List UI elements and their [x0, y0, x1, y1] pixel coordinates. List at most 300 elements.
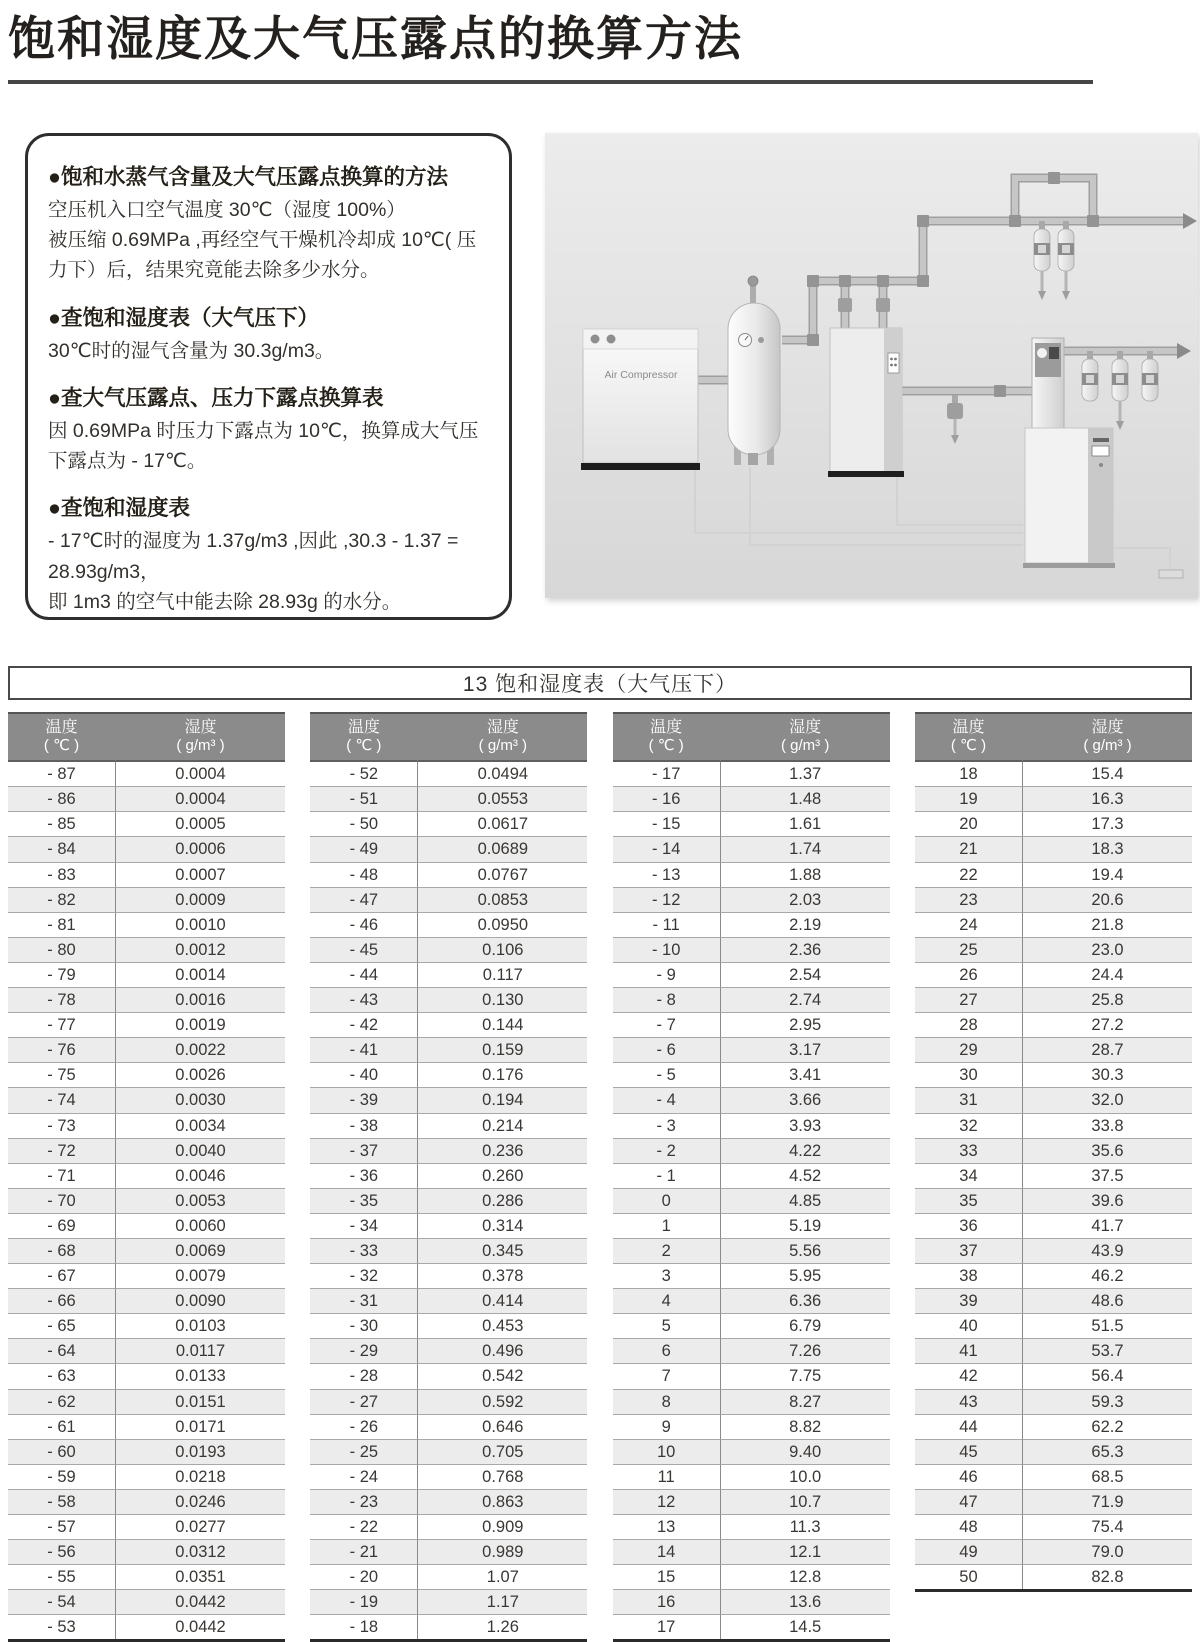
temperature-cell: - 3 — [613, 1113, 721, 1138]
humidity-cell: 6.36 — [721, 1288, 890, 1313]
table-row — [613, 1062, 890, 1087]
humidity-column-header: 湿度 ( g/m³ ) — [418, 714, 587, 762]
temperature-cell: - 39 — [310, 1087, 418, 1112]
table-row — [915, 912, 1192, 937]
table-row — [613, 1614, 890, 1639]
section-text: 被压缩 0.69MPa ,再经空气干燥机冷却成 10℃( 压力下）后，结果究竟能去除多少水分。 — [48, 229, 477, 282]
table-row — [613, 1213, 890, 1238]
table-row — [310, 1389, 587, 1414]
temperature-cell: - 70 — [8, 1188, 116, 1213]
drain-tray — [1159, 570, 1183, 578]
table-row — [310, 836, 587, 861]
section-text: 即 1m3 的空气中能去除 28.93g 的水分。 — [48, 590, 402, 613]
saturation-humidity-table-1 — [8, 712, 285, 1642]
humidity-cell: 0.0277 — [116, 1514, 285, 1539]
table-row — [8, 887, 285, 912]
table-row — [310, 1288, 587, 1313]
humidity-cell: 68.5 — [1023, 1464, 1192, 1489]
humidity-column-header: 湿度 ( g/m³ ) — [116, 714, 285, 762]
humidity-cell: 0.345 — [418, 1238, 587, 1263]
table-row — [915, 1338, 1192, 1363]
temperature-cell: - 7 — [613, 1012, 721, 1037]
temperature-cell: 28 — [915, 1012, 1023, 1037]
temperature-cell: - 76 — [8, 1037, 116, 1062]
table-row — [613, 1163, 890, 1188]
temperature-cell: 1 — [613, 1213, 721, 1238]
temperature-cell: - 10 — [613, 937, 721, 962]
humidity-cell: 0.0133 — [116, 1363, 285, 1388]
table-row — [613, 811, 890, 836]
section-text: 因 0.69MPa 时压力下露点为 10℃，换算成大气压下露点为 - 17℃。 — [48, 419, 479, 473]
table-row — [310, 1589, 587, 1614]
humidity-cell: 0.0030 — [116, 1087, 285, 1112]
table-row — [8, 862, 285, 887]
humidity-cell: 0.0034 — [116, 1113, 285, 1138]
table-row — [8, 1614, 285, 1639]
table-row — [613, 937, 890, 962]
table-row — [915, 1313, 1192, 1338]
table-row — [310, 786, 587, 811]
table-row — [613, 762, 890, 786]
temperature-cell: 4 — [613, 1288, 721, 1313]
temperature-cell: - 48 — [310, 862, 418, 887]
temperature-cell: - 27 — [310, 1389, 418, 1414]
table-row — [8, 912, 285, 937]
table-row — [8, 1338, 285, 1363]
humidity-cell: 16.3 — [1023, 786, 1192, 811]
temperature-cell: 11 — [613, 1464, 721, 1489]
humidity-cell: 0.0494 — [418, 762, 587, 786]
humidity-cell: 24.4 — [1023, 962, 1192, 987]
humidity-cell: 59.3 — [1023, 1389, 1192, 1414]
temperature-cell: - 75 — [8, 1062, 116, 1087]
table-row — [613, 1489, 890, 1514]
table-row — [915, 1288, 1192, 1313]
humidity-cell: 0.0069 — [116, 1238, 285, 1263]
table-row — [915, 1363, 1192, 1388]
humidity-cell: 3.66 — [721, 1087, 890, 1112]
temperature-cell: - 30 — [310, 1313, 418, 1338]
refrigerated-dryer — [828, 328, 904, 477]
table-row — [915, 1464, 1192, 1489]
section-heading-method: ●饱和水蒸气含量及大气压露点换算的方法 — [48, 165, 448, 189]
temperature-cell: 10 — [613, 1439, 721, 1464]
humidity-cell: 3.93 — [721, 1113, 890, 1138]
table-row — [915, 1213, 1192, 1238]
temperature-cell: 19 — [915, 786, 1023, 811]
temperature-cell: - 15 — [613, 811, 721, 836]
humidity-cell: 17.3 — [1023, 811, 1192, 836]
temperature-cell: - 65 — [8, 1313, 116, 1338]
temperature-cell: - 52 — [310, 762, 418, 786]
humidity-cell: 0.0014 — [116, 962, 285, 987]
section-heading-dewpoint-table: ●查大气压露点、压力下露点换算表 — [48, 385, 384, 410]
temperature-cell: 7 — [613, 1363, 721, 1388]
table-row — [8, 1087, 285, 1112]
humidity-cell: 0.236 — [418, 1138, 587, 1163]
table-row — [8, 1188, 285, 1213]
temperature-cell: - 38 — [310, 1113, 418, 1138]
humidity-cell: 0.542 — [418, 1363, 587, 1388]
table-row — [613, 1037, 890, 1062]
table-row — [310, 1138, 587, 1163]
temperature-cell: - 46 — [310, 912, 418, 937]
table-row — [613, 1263, 890, 1288]
section-heading-humidity-table: ●查饱和湿度表（大气压下） — [48, 305, 319, 330]
humidity-cell: 0.0053 — [116, 1188, 285, 1213]
table-row — [613, 1439, 890, 1464]
table-row — [613, 1363, 890, 1388]
temperature-cell: - 2 — [613, 1138, 721, 1163]
humidity-cell: 0.0026 — [116, 1062, 285, 1087]
temperature-cell: - 59 — [8, 1464, 116, 1489]
temperature-cell: - 77 — [8, 1012, 116, 1037]
temperature-cell: - 23 — [310, 1489, 418, 1514]
temperature-cell: 16 — [613, 1589, 721, 1614]
table-row — [915, 1012, 1192, 1037]
temperature-cell: - 44 — [310, 962, 418, 987]
table-row — [310, 1614, 587, 1639]
temperature-cell: 39 — [915, 1288, 1023, 1313]
humidity-cell: 1.61 — [721, 811, 890, 836]
humidity-cell: 18.3 — [1023, 836, 1192, 861]
humidity-cell: 0.414 — [418, 1288, 587, 1313]
temperature-cell: 46 — [915, 1464, 1023, 1489]
desiccant-dryer — [1023, 428, 1115, 568]
table-row — [613, 987, 890, 1012]
table-row — [310, 1062, 587, 1087]
humidity-cell: 0.0351 — [116, 1564, 285, 1589]
humidity-cell: 1.37 — [721, 762, 890, 786]
temperature-cell: - 40 — [310, 1062, 418, 1087]
temperature-cell: - 32 — [310, 1263, 418, 1288]
saturation-humidity-table-2 — [310, 712, 587, 1642]
temperature-cell: - 82 — [8, 887, 116, 912]
humidity-cell: 75.4 — [1023, 1514, 1192, 1539]
saturation-humidity-table-4 — [915, 712, 1192, 1592]
table-row — [613, 1113, 890, 1138]
humidity-cell: 0.0950 — [418, 912, 587, 937]
humidity-cell: 0.0016 — [116, 987, 285, 1012]
humidity-cell: 0.0019 — [116, 1012, 285, 1037]
table-row — [310, 1213, 587, 1238]
temperature-cell: - 51 — [310, 786, 418, 811]
table-row — [8, 1489, 285, 1514]
temperature-cell: 3 — [613, 1263, 721, 1288]
table-row — [613, 1464, 890, 1489]
humidity-cell: 25.8 — [1023, 987, 1192, 1012]
humidity-cell: 0.0442 — [116, 1589, 285, 1614]
humidity-cell: 4.22 — [721, 1138, 890, 1163]
temperature-cell: - 54 — [8, 1589, 116, 1614]
temperature-cell: 14 — [613, 1539, 721, 1564]
table-row — [8, 762, 285, 786]
humidity-cell: 0.0006 — [116, 836, 285, 861]
humidity-cell: 0.0022 — [116, 1037, 285, 1062]
temperature-cell: 8 — [613, 1389, 721, 1414]
humidity-cell: 0.0046 — [116, 1163, 285, 1188]
humidity-cell: 62.2 — [1023, 1414, 1192, 1439]
temperature-cell: - 55 — [8, 1564, 116, 1589]
table-row — [8, 1113, 285, 1138]
table-row — [310, 1037, 587, 1062]
table-row — [613, 1087, 890, 1112]
temperature-cell: 15 — [613, 1564, 721, 1589]
table-row — [8, 1062, 285, 1087]
table-row — [310, 1514, 587, 1539]
humidity-cell: 6.79 — [721, 1313, 890, 1338]
humidity-cell: 0.378 — [418, 1263, 587, 1288]
temperature-cell: 5 — [613, 1313, 721, 1338]
air-compressor-label: Air Compressor — [604, 369, 678, 381]
temperature-cell: - 78 — [8, 987, 116, 1012]
humidity-cell: 23.0 — [1023, 937, 1192, 962]
humidity-cell: 1.17 — [418, 1589, 587, 1614]
temperature-cell: - 86 — [8, 786, 116, 811]
table-title-text: 13 饱和湿度表（大气压下） — [462, 673, 738, 696]
table-row — [915, 1489, 1192, 1514]
humidity-cell: 51.5 — [1023, 1313, 1192, 1338]
table-row — [613, 862, 890, 887]
temperature-cell: - 19 — [310, 1589, 418, 1614]
table-row — [8, 937, 285, 962]
table-row — [915, 836, 1192, 861]
temperature-cell: 47 — [915, 1489, 1023, 1514]
temperature-cell: - 21 — [310, 1539, 418, 1564]
saturation-humidity-table-3 — [613, 712, 890, 1642]
table-row — [613, 1564, 890, 1589]
table-row — [613, 887, 890, 912]
humidity-cell: 27.2 — [1023, 1012, 1192, 1037]
table-row — [915, 786, 1192, 811]
temperature-cell: - 34 — [310, 1213, 418, 1238]
humidity-cell: 12.1 — [721, 1539, 890, 1564]
humidity-cell: 12.8 — [721, 1564, 890, 1589]
table-row — [310, 1263, 587, 1288]
humidity-cell: 8.82 — [721, 1414, 890, 1439]
table-row — [915, 1389, 1192, 1414]
temperature-cell: - 20 — [310, 1564, 418, 1589]
table-row — [613, 1012, 890, 1037]
temperature-cell: - 63 — [8, 1363, 116, 1388]
table-row — [915, 1163, 1192, 1188]
humidity-cell: 0.0079 — [116, 1263, 285, 1288]
humidity-cell: 0.0012 — [116, 937, 285, 962]
table-row — [310, 962, 587, 987]
table-row — [8, 1213, 285, 1238]
humidity-cell: 0.496 — [418, 1338, 587, 1363]
temperature-cell: - 22 — [310, 1514, 418, 1539]
temperature-cell: 42 — [915, 1363, 1023, 1388]
table-row — [613, 1188, 890, 1213]
humidity-cell: 0.863 — [418, 1489, 587, 1514]
temperature-cell: - 84 — [8, 836, 116, 861]
table-row — [310, 887, 587, 912]
temperature-cell: 32 — [915, 1113, 1023, 1138]
humidity-cell: 79.0 — [1023, 1539, 1192, 1564]
table-row — [310, 1188, 587, 1213]
table-row — [915, 1539, 1192, 1564]
page-title: 饱和湿度及大气压露点的换算方法 — [8, 12, 743, 65]
temperature-cell: - 67 — [8, 1263, 116, 1288]
humidity-cell: 3.17 — [721, 1037, 890, 1062]
humidity-cell: 37.5 — [1023, 1163, 1192, 1188]
table-row — [915, 1113, 1192, 1138]
temperature-cell: - 69 — [8, 1213, 116, 1238]
temperature-column-header: 温度 ( ℃ ) — [915, 714, 1023, 762]
table-row — [310, 1564, 587, 1589]
humidity-cell: 0.130 — [418, 987, 587, 1012]
section-heading-humidity-table-2: ●查饱和湿度表 — [48, 496, 190, 521]
temperature-cell: - 37 — [310, 1138, 418, 1163]
humidity-cell: 0.453 — [418, 1313, 587, 1338]
humidity-cell: 11.3 — [721, 1514, 890, 1539]
temperature-cell: 48 — [915, 1514, 1023, 1539]
temperature-cell: 17 — [613, 1614, 721, 1639]
temperature-cell: - 13 — [613, 862, 721, 887]
temperature-cell: - 53 — [8, 1614, 116, 1639]
table-row — [8, 811, 285, 836]
humidity-cell: 28.7 — [1023, 1037, 1192, 1062]
humidity-cell: 30.3 — [1023, 1062, 1192, 1087]
humidity-cell: 53.7 — [1023, 1338, 1192, 1363]
humidity-cell: 0.0246 — [116, 1489, 285, 1514]
temperature-cell: 34 — [915, 1163, 1023, 1188]
humidity-cell: 13.6 — [721, 1589, 890, 1614]
table-row — [8, 1138, 285, 1163]
table-row — [8, 1363, 285, 1388]
temperature-cell: - 25 — [310, 1439, 418, 1464]
humidity-cell: 20.6 — [1023, 887, 1192, 912]
table-row — [915, 1238, 1192, 1263]
table-row — [8, 962, 285, 987]
table-row — [8, 836, 285, 861]
humidity-cell: 2.74 — [721, 987, 890, 1012]
humidity-cell: 9.40 — [721, 1439, 890, 1464]
table-row — [8, 1514, 285, 1539]
humidity-cell: 32.0 — [1023, 1087, 1192, 1112]
temperature-cell: 20 — [915, 811, 1023, 836]
temperature-cell: 31 — [915, 1087, 1023, 1112]
temperature-cell: - 28 — [310, 1363, 418, 1388]
table-row — [915, 962, 1192, 987]
temperature-cell: 37 — [915, 1238, 1023, 1263]
humidity-cell: 0.0007 — [116, 862, 285, 887]
humidity-cell: 0.0442 — [116, 1614, 285, 1639]
table-row — [310, 1439, 587, 1464]
temperature-cell: - 16 — [613, 786, 721, 811]
temperature-cell: 22 — [915, 862, 1023, 887]
temperature-cell: - 49 — [310, 836, 418, 861]
temperature-cell: - 31 — [310, 1288, 418, 1313]
temperature-cell: 25 — [915, 937, 1023, 962]
temperature-cell: 26 — [915, 962, 1023, 987]
temperature-cell: 27 — [915, 987, 1023, 1012]
humidity-cell: 2.36 — [721, 937, 890, 962]
humidity-cell: 19.4 — [1023, 862, 1192, 887]
temperature-cell: - 8 — [613, 987, 721, 1012]
humidity-cell: 5.95 — [721, 1263, 890, 1288]
table-row — [310, 1238, 587, 1263]
temperature-cell: - 50 — [310, 811, 418, 836]
table-row — [915, 1087, 1192, 1112]
temperature-cell: 40 — [915, 1313, 1023, 1338]
table-row — [8, 1163, 285, 1188]
humidity-cell: 1.26 — [418, 1614, 587, 1639]
humidity-cell: 0.0060 — [116, 1213, 285, 1238]
humidity-cell: 0.0151 — [116, 1389, 285, 1414]
table-row — [8, 1439, 285, 1464]
humidity-cell: 0.0312 — [116, 1539, 285, 1564]
temperature-cell: - 83 — [8, 862, 116, 887]
humidity-cell: 0.176 — [418, 1062, 587, 1087]
table-row — [613, 1338, 890, 1363]
table-row — [310, 937, 587, 962]
table-row — [613, 1238, 890, 1263]
humidity-cell: 0.768 — [418, 1464, 587, 1489]
table-row — [613, 912, 890, 937]
table-row — [915, 1564, 1192, 1589]
temperature-column-header: 温度 ( ℃ ) — [8, 714, 116, 762]
temperature-cell: 9 — [613, 1414, 721, 1439]
table-row — [8, 1464, 285, 1489]
table-row — [915, 1062, 1192, 1087]
table-row — [915, 987, 1192, 1012]
temperature-cell: 33 — [915, 1138, 1023, 1163]
humidity-cell: 1.74 — [721, 836, 890, 861]
humidity-cell: 65.3 — [1023, 1439, 1192, 1464]
table-row — [8, 1012, 285, 1037]
table-row — [8, 1288, 285, 1313]
table-row — [613, 1539, 890, 1564]
humidity-cell: 2.54 — [721, 962, 890, 987]
humidity-cell: 0.0553 — [418, 786, 587, 811]
humidity-cell: 0.106 — [418, 937, 587, 962]
temperature-cell: 35 — [915, 1188, 1023, 1213]
temperature-cell: - 72 — [8, 1138, 116, 1163]
temperature-cell: 38 — [915, 1263, 1023, 1288]
temperature-cell: - 17 — [613, 762, 721, 786]
temperature-cell: - 33 — [310, 1238, 418, 1263]
humidity-cell: 0.314 — [418, 1213, 587, 1238]
humidity-cell: 0.214 — [418, 1113, 587, 1138]
temperature-cell: 21 — [915, 836, 1023, 861]
temperature-cell: - 43 — [310, 987, 418, 1012]
temperature-cell: 24 — [915, 912, 1023, 937]
humidity-cell: 71.9 — [1023, 1489, 1192, 1514]
temperature-cell: - 60 — [8, 1439, 116, 1464]
temperature-cell: - 71 — [8, 1163, 116, 1188]
humidity-cell: 0.0689 — [418, 836, 587, 861]
temperature-cell: - 6 — [613, 1037, 721, 1062]
table-row — [310, 1313, 587, 1338]
humidity-cell: 10.0 — [721, 1464, 890, 1489]
temperature-cell: - 74 — [8, 1087, 116, 1112]
table-row — [915, 937, 1192, 962]
table-row — [310, 1464, 587, 1489]
humidity-cell: 0.0218 — [116, 1464, 285, 1489]
table-row — [310, 1414, 587, 1439]
temperature-cell: 6 — [613, 1338, 721, 1363]
table-row — [8, 1589, 285, 1614]
humidity-cell: 4.85 — [721, 1188, 890, 1213]
table-row — [915, 1439, 1192, 1464]
humidity-cell: 2.19 — [721, 912, 890, 937]
humidity-cell: 3.41 — [721, 1062, 890, 1087]
temperature-column-header: 温度 ( ℃ ) — [310, 714, 418, 762]
temperature-cell: 45 — [915, 1439, 1023, 1464]
table-row — [915, 811, 1192, 836]
